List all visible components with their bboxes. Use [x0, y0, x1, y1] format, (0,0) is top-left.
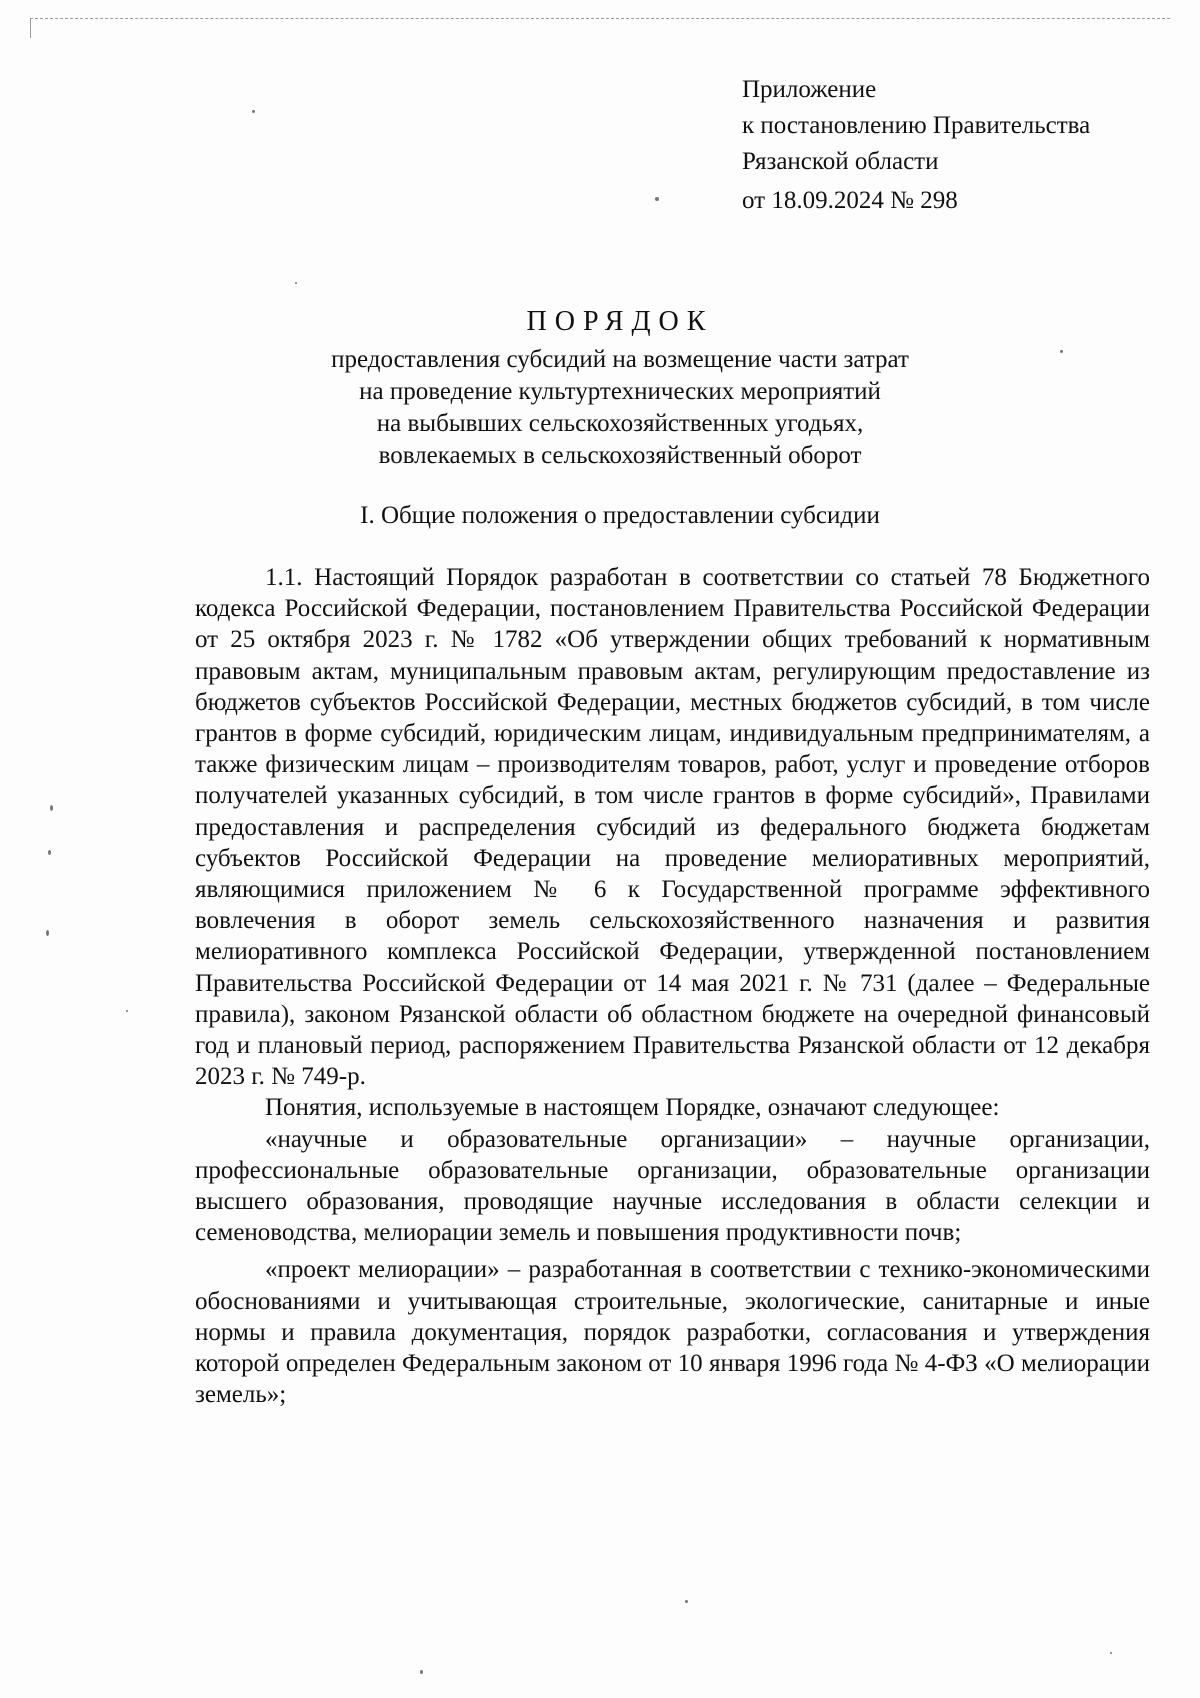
scan-speck: [252, 110, 255, 113]
scan-speck: [126, 1010, 128, 1012]
document-body: [195, 562, 1150, 1410]
scan-speck: [50, 805, 53, 811]
title-line-3: на выбывших сельскохозяйственных угодьях,: [376, 410, 864, 437]
paragraph-definition-melioration-project: «проект мелиорации» – разработанная в соответствии с технико-экономическими обоснованиями и учитывающая строительные, экологические, санитарные и иные нормы и правила документация, порядок разработки, согласования и утверждения которой определен Федеральным законом от 10 января 1996 года № 4-ФЗ «О мелиорации земель»;: [195, 1256, 1150, 1409]
appendix-header: [742, 72, 1090, 219]
appendix-date-number: от 18.09.2024 № 298: [742, 187, 958, 214]
paragraph-definitions-intro: Понятия, используемые в настоящем Порядке, означают следующее:: [265, 1094, 1000, 1122]
scan-speck: [685, 1600, 688, 1603]
section-heading: I. Общие положения о предоставлении субсидии: [360, 502, 880, 529]
scan-edge-left: [30, 18, 31, 38]
paragraph-1-1: 1.1. Настоящий Порядок разработан в соответствии со статьей 78 Бюджетного кодекса Российской Федерации, постановлением Правительства Российской Федерации от 25 октября 2023 г. № 1782 «Об утверждении общих требований к нормативным правовым актам, муниципальным правовым актам, регулирующим предоставление из бюджетов субъектов Российской Федерации, местных бюджетов субсидий, в том числе грантов в форме субсидий, юридическим лицам, индивидуальным предпринимателям, а также физическим лицам – производителям товаров, работ, услуг и проведение отборов получателей указанных субсидий, в том числе грантов в форме субсидий», Правилами предоставления и распределения субсидий из федерального бюджета бюджетам субъектов Российской Федерации на проведение мелиоративных мероприятий, являющимися приложением № 6 к Государственной программе эффективного вовлечения в оборот земель сельскохозяйственного назначения и развития мелиоративного комплекса Российской Федерации, утвержденной постановлением Правительства Российской Федерации от 14 мая 2021 г. № 731 (далее – Федеральные правила), законом Рязанской области об областном бюджете на очередной финансовый год и плановый период, распоряжением Правительства Рязанской области от 12 декабря 2023 г. № 749-р.: [195, 564, 1150, 1091]
title-line-2: на проведение культуртехнических мероприятий: [359, 378, 881, 405]
title-line-4: вовлекаемых в сельскохозяйственный оборот: [378, 442, 862, 469]
paragraph-definition-scientific-orgs: «научные и образовательные организации» – научные организации, профессиональные образовательные организации, образовательные организации высшего образования, проводящие научные исследования в области селекции и семеноводства, мелиорации земель и повышения продуктивности почв;: [195, 1125, 1150, 1247]
appendix-region-line: Рязанской области: [742, 148, 939, 175]
scan-speck: [1060, 350, 1063, 353]
scan-speck: [46, 930, 49, 936]
title-main-word: ПОРЯДОК: [526, 306, 714, 337]
appendix-label: Приложение: [742, 76, 877, 103]
scan-speck: [48, 850, 51, 855]
scan-speck: [420, 1670, 423, 1674]
title-line-1: предоставления субсидий на возмещение части затрат: [331, 346, 909, 373]
document-title: [180, 302, 1060, 472]
scan-edge-top: [30, 18, 1170, 19]
appendix-resolution-line: к постановлению Правительства: [742, 112, 1091, 139]
scan-speck: [295, 282, 297, 284]
scan-speck: [655, 197, 659, 201]
scan-speck: [1110, 1652, 1112, 1654]
